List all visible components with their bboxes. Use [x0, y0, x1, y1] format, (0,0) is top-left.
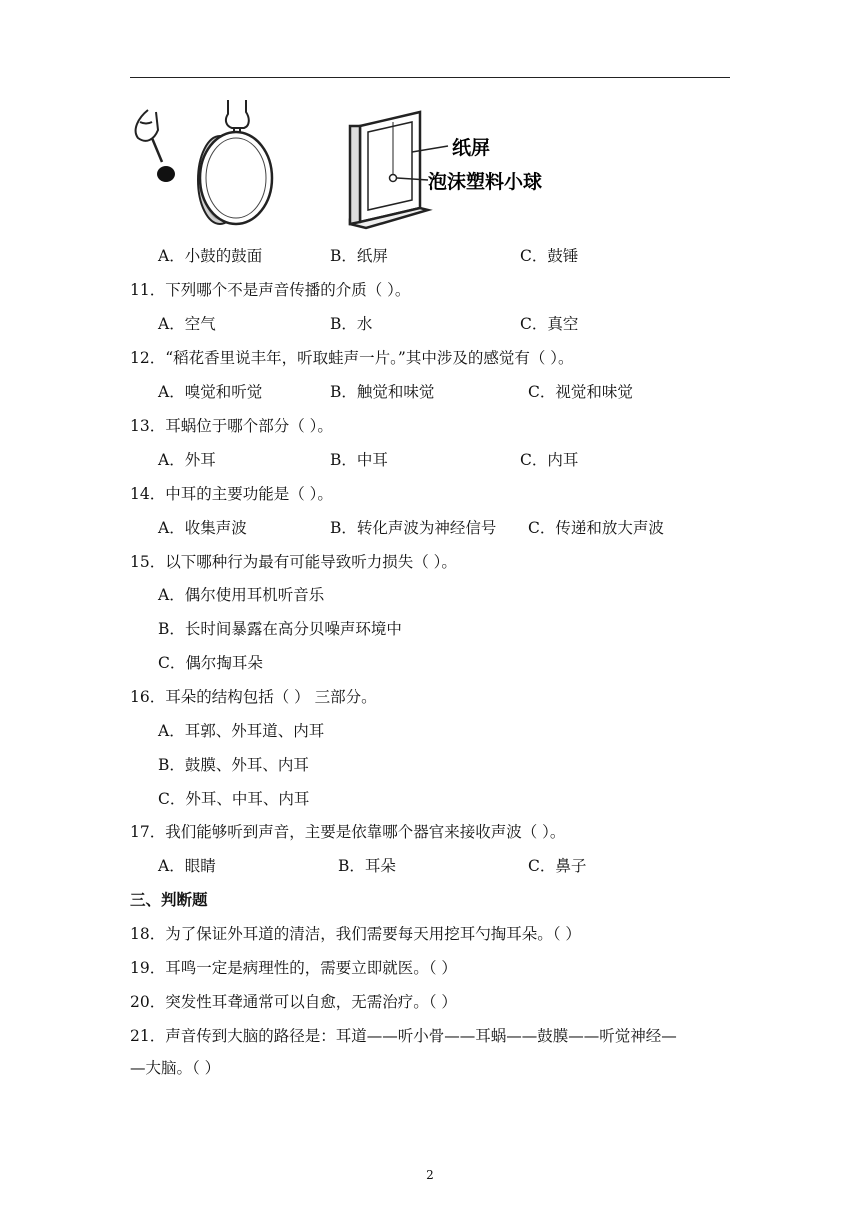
q15-option-b: B．长时间暴露在高分贝噪声环境中 — [158, 620, 402, 638]
header-rule — [130, 77, 730, 78]
experiment-figure — [128, 100, 588, 240]
q14-option-b: B．转化声波为神经信号 — [330, 519, 497, 537]
q13-option-c: C．内耳 — [520, 451, 579, 469]
q19-stem: 19．耳鸣一定是病理性的，需要立即就医。（ ） — [130, 959, 457, 977]
q18-stem: 18．为了保证外耳道的清洁，我们需要每天用挖耳勺掏耳朵。（ ） — [130, 925, 581, 943]
q10-option-c: C．鼓锤 — [520, 247, 579, 265]
q13-option-b: B．中耳 — [330, 451, 388, 469]
q14-stem: 14．中耳的主要功能是（ ）。 — [130, 485, 333, 503]
q11-stem: 11．下列哪个不是声音传播的介质（ ）。 — [130, 281, 411, 299]
q21-stem-line1: 21．声音传到大脑的路径是：耳道——听小骨——耳蜗——鼓膜——听觉神经— — [130, 1027, 677, 1045]
page-number: 2 — [426, 1168, 434, 1182]
q17-option-b: B．耳朵 — [338, 857, 396, 875]
q16-option-a: A．耳郭、外耳道、内耳 — [158, 722, 325, 740]
q15-option-a: A．偶尔使用耳机听音乐 — [158, 586, 325, 604]
drum-experiment-illustration — [128, 100, 588, 240]
foam-ball-icon — [390, 175, 397, 182]
q12-option-c: C．视觉和味觉 — [528, 383, 633, 401]
q17-option-c: C．鼻子 — [528, 857, 587, 875]
drum-hand-icon — [226, 100, 249, 136]
q14-option-c: C．传递和放大声波 — [528, 519, 664, 537]
q12-stem: 12．“稻花香里说丰年，听取蛙声一片。”其中涉及的感觉有（ ）。 — [130, 349, 574, 367]
q11-option-a: A．空气 — [158, 315, 216, 333]
mallet-hand-icon — [136, 110, 162, 162]
drum-icon — [198, 132, 272, 224]
q16-stem: 16．耳朵的结构包括（ ） 三部分。 — [130, 688, 377, 706]
q11-option-b: B．水 — [330, 315, 373, 333]
q10-option-a: A．小鼓的鼓面 — [158, 247, 263, 265]
q16-option-b: B．鼓膜、外耳、内耳 — [158, 756, 309, 774]
q11-option-c: C．真空 — [520, 315, 579, 333]
q15-stem: 15．以下哪种行为最有可能导致听力损失（ ）。 — [130, 553, 457, 571]
q17-stem: 17．我们能够听到声音，主要是依靠哪个器官来接收声波（ ）。 — [130, 823, 566, 841]
q13-stem: 13．耳蜗位于哪个部分（ ）。 — [130, 417, 333, 435]
mallet-head-icon — [157, 166, 175, 182]
q12-option-a: A．嗅觉和听觉 — [158, 383, 263, 401]
q16-option-c: C．外耳、中耳、内耳 — [158, 790, 310, 808]
q17-option-a: A．眼睛 — [158, 857, 216, 875]
figure-label-ball: 泡沫塑料小球 — [428, 171, 543, 193]
q13-option-a: A．外耳 — [158, 451, 216, 469]
figure-label-screen: 纸屏 — [452, 137, 491, 159]
q10-option-b: B．纸屏 — [330, 247, 388, 265]
q20-stem: 20．突发性耳聋通常可以自愈，无需治疗。（ ） — [130, 993, 457, 1011]
q21-stem-line2: —大脑。（ ） — [130, 1059, 221, 1077]
q15-option-c: C．偶尔掏耳朵 — [158, 654, 263, 672]
section-heading-judgment: 三、判断题 — [130, 890, 208, 909]
q12-option-b: B．触觉和味觉 — [330, 383, 435, 401]
paper-screen-icon — [350, 112, 428, 228]
q14-option-a: A．收集声波 — [158, 519, 247, 537]
